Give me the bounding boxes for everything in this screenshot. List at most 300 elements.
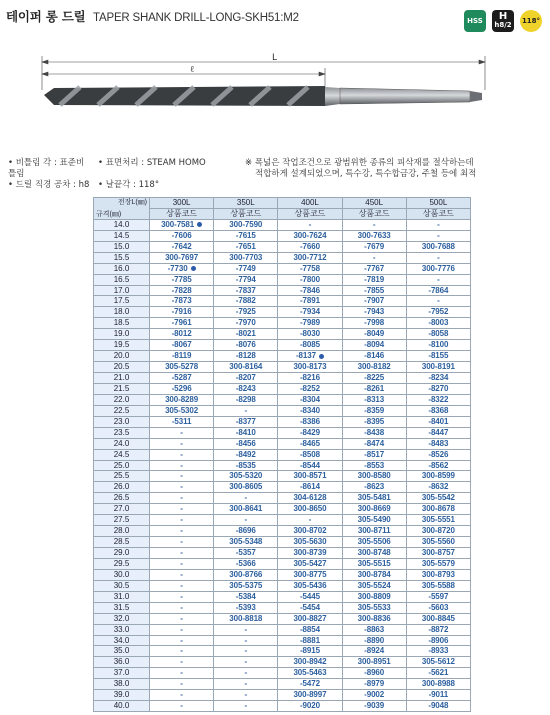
product-code-text: -8906 (428, 635, 449, 645)
product-code-table (93, 197, 471, 712)
table-row (94, 394, 471, 405)
product-code-text: 300-8757 (421, 548, 455, 557)
product-code-cell (278, 219, 342, 230)
product-code-text: -8137 (295, 351, 316, 361)
table-row (94, 635, 471, 646)
product-code-cell (150, 613, 214, 624)
product-code-text: 305-5533 (357, 602, 391, 612)
product-code-text: - (372, 219, 376, 229)
product-code-text: 304-6128 (293, 493, 327, 503)
product-code-text: -7989 (299, 318, 320, 328)
product-code-cell (278, 537, 342, 548)
product-code-cell (214, 230, 278, 241)
table-row (94, 679, 471, 690)
product-code-text: -7679 (364, 241, 385, 251)
product-code-cell (150, 591, 214, 602)
product-code-cell (214, 405, 278, 416)
product-code-cell (406, 296, 470, 307)
product-code-cell (278, 394, 342, 405)
product-code-text: 300-8836 (357, 613, 391, 623)
product-code-cell (214, 548, 278, 559)
product-code-cell (150, 296, 214, 307)
product-code-cell (278, 427, 342, 438)
table-row (94, 591, 471, 602)
product-code-text: 305-5524 (357, 580, 391, 590)
product-code-cell (278, 362, 342, 373)
table-row (94, 613, 471, 624)
product-code-cell (406, 307, 470, 318)
product-code-cell (278, 679, 342, 690)
product-code-text: -8614 (299, 482, 320, 492)
product-code-cell (214, 668, 278, 679)
product-code-cell (214, 274, 278, 285)
table-row (94, 340, 471, 351)
product-code-cell (278, 635, 342, 646)
product-code-text: -8207 (235, 373, 256, 382)
product-code-cell (214, 624, 278, 635)
drill-size-cell: 16.0 (94, 263, 150, 274)
product-code-text: 300-8809 (357, 591, 391, 601)
product-code-cell (342, 526, 406, 537)
product-code-text: 300-8748 (357, 548, 391, 557)
product-code-cell (278, 701, 342, 712)
product-code-cell (278, 624, 342, 635)
product-code-cell (278, 296, 342, 307)
spec-twist-angle: • 비틀림 각 : 표준비틀림 (8, 158, 85, 179)
product-code-text: 305-5375 (229, 580, 263, 590)
product-code-cell (278, 438, 342, 449)
product-code-cell (214, 526, 278, 537)
product-code-text: -7767 (364, 263, 385, 273)
product-code-cell (278, 548, 342, 559)
table-row (94, 318, 471, 329)
product-code-cell (214, 318, 278, 329)
product-code-text: -8252 (299, 383, 320, 393)
product-code-cell (342, 504, 406, 515)
table-row (94, 252, 471, 263)
product-code-text: 300-8988 (421, 679, 455, 689)
product-code-text: 300-8164 (229, 362, 263, 372)
product-code-cell (278, 504, 342, 515)
product-code-text: -7730 (167, 263, 188, 273)
product-code-cell (150, 515, 214, 526)
usage-note (245, 158, 495, 180)
product-code-cell (406, 340, 470, 351)
product-code-cell (278, 318, 342, 329)
product-code-text: 300-7581 (161, 219, 195, 229)
product-code-text: - (437, 296, 440, 306)
drill-size-cell: 29.5 (94, 558, 150, 569)
product-code-cell (214, 613, 278, 624)
product-code-cell (342, 362, 406, 373)
tolerance-badge-letter: H (498, 11, 508, 22)
product-code-cell (150, 318, 214, 329)
product-code-text: -9011 (428, 690, 449, 700)
drill-size-cell: 31.5 (94, 602, 150, 613)
product-code-cell (150, 351, 214, 362)
product-code-cell (214, 241, 278, 252)
product-code-text: 300-7624 (293, 230, 327, 240)
product-code-text: -5445 (299, 591, 320, 601)
drill-size-cell: 19.5 (94, 340, 150, 351)
title-english: TAPER SHANK DRILL-LONG-SKH51:M2 (93, 12, 299, 24)
product-code-text: 300-8173 (293, 362, 327, 372)
product-code-text: -8049 (364, 329, 385, 339)
product-code-text: 305-5579 (421, 558, 455, 568)
drill-size-cell: 22.5 (94, 405, 150, 416)
product-code-text: 300-8784 (357, 569, 391, 579)
point-angle-badge-icon: 118° (520, 10, 542, 32)
table-row (94, 602, 471, 613)
product-code-cell (406, 558, 470, 569)
product-code-text: -7800 (299, 274, 320, 284)
spec-diameter-tolerance: • 드릴 직경 공차 : h8 (8, 180, 90, 190)
product-code-cell (278, 383, 342, 394)
product-code-cell (406, 460, 470, 471)
product-code-cell (278, 252, 342, 263)
drill-size-cell: 31.0 (94, 591, 150, 602)
table-row (94, 515, 471, 526)
product-code-cell (342, 602, 406, 613)
product-code-text: -8322 (428, 394, 449, 404)
product-code-cell (214, 427, 278, 438)
product-code-text: -8146 (364, 351, 385, 361)
product-code-text: 300-8650 (293, 504, 327, 514)
product-code-text: -8313 (364, 394, 385, 404)
product-code-text: -7819 (364, 274, 385, 284)
product-code-text: -5603 (428, 602, 449, 612)
product-code-text: - (180, 613, 183, 623)
product-code-text: -9039 (364, 701, 385, 711)
product-code-cell (342, 274, 406, 285)
product-code-text: - (244, 657, 248, 667)
product-code-text: -8377 (235, 416, 256, 426)
product-code-text: -9048 (428, 701, 449, 711)
product-code-cell (406, 394, 470, 405)
product-code-cell (406, 569, 470, 580)
product-code-cell (342, 569, 406, 580)
product-code-cell (278, 569, 342, 580)
product-code-cell (214, 394, 278, 405)
product-code-text: -5357 (235, 548, 256, 557)
stock-dot-icon (191, 266, 196, 271)
product-code-cell (150, 416, 214, 427)
product-code-text: 300-7697 (165, 252, 199, 262)
product-code-text: -8100 (428, 340, 449, 350)
product-code-text: -5366 (235, 558, 256, 568)
product-code-cell (342, 635, 406, 646)
product-code-text: -8492 (235, 449, 256, 459)
product-code-cell (406, 219, 470, 230)
spec-list (8, 158, 206, 191)
product-code-text: -7907 (364, 296, 385, 306)
product-code-cell (214, 580, 278, 591)
table-row (94, 427, 471, 438)
product-code-cell (406, 591, 470, 602)
product-code-text: -8395 (364, 416, 385, 426)
table-row (94, 219, 471, 230)
product-code-cell (278, 580, 342, 591)
product-code-cell (342, 318, 406, 329)
product-code-text: - (437, 219, 440, 229)
product-code-cell (150, 373, 214, 384)
drill-size-cell: 16.5 (94, 274, 150, 285)
product-code-text: - (308, 219, 312, 229)
product-code-cell (150, 449, 214, 460)
product-code-text: - (180, 526, 183, 536)
product-code-text: -7891 (299, 296, 320, 306)
table-row (94, 438, 471, 449)
table-row (94, 624, 471, 635)
product-code-text: - (180, 482, 183, 492)
product-code-text: -5621 (428, 668, 449, 678)
product-code-cell (278, 646, 342, 657)
product-code-text: 300-7590 (229, 219, 263, 229)
product-code-text: 300-7712 (293, 252, 327, 262)
product-code-cell (214, 602, 278, 613)
product-code-cell (150, 526, 214, 537)
table-row (94, 230, 471, 241)
product-code-text: -8298 (235, 394, 256, 404)
product-code-cell (406, 526, 470, 537)
product-code-text: -8340 (299, 405, 320, 415)
drill-size-cell: 25.0 (94, 460, 150, 471)
table-row (94, 460, 471, 471)
product-code-cell (214, 329, 278, 340)
product-code-cell (214, 449, 278, 460)
drill-size-cell: 35.0 (94, 646, 150, 657)
table-row (94, 362, 471, 373)
product-code-cell (214, 646, 278, 657)
product-code-cell (342, 394, 406, 405)
product-code-text: 300-8605 (229, 482, 263, 492)
product-code-cell (342, 471, 406, 482)
product-code-text: -7615 (235, 230, 256, 240)
product-code-text: - (244, 493, 248, 503)
product-code-text: -8216 (299, 373, 320, 382)
product-code-cell (406, 701, 470, 712)
product-code-text: -8304 (299, 394, 320, 404)
product-code-cell (342, 241, 406, 252)
drill-size-cell: 18.0 (94, 307, 150, 318)
product-code-cell (150, 558, 214, 569)
product-code-text: 300-7703 (229, 252, 263, 262)
product-code-text: -8012 (171, 329, 192, 339)
product-code-cell (406, 690, 470, 701)
product-code-cell (342, 537, 406, 548)
drill-size-cell: 22.0 (94, 394, 150, 405)
product-code-text: 300-8951 (357, 657, 391, 667)
product-code-text: -7660 (299, 241, 320, 251)
product-code-text: 305-5551 (421, 515, 455, 525)
product-code-text: - (180, 504, 183, 514)
product-code-text: -8960 (364, 668, 385, 678)
product-code-text: 300-8793 (421, 569, 455, 579)
product-code-cell (406, 416, 470, 427)
length-header: 350L (214, 198, 278, 209)
product-code-cell (406, 657, 470, 668)
product-code-cell (342, 263, 406, 274)
product-code-cell (150, 438, 214, 449)
product-code-subheader: 상품코드 (342, 208, 406, 219)
product-code-text: 305-5278 (165, 362, 199, 372)
product-code-cell (342, 219, 406, 230)
product-code-text: 305-5515 (357, 558, 391, 568)
product-code-cell (150, 690, 214, 701)
product-code-text: 305-5506 (357, 537, 391, 547)
table-row (94, 471, 471, 482)
product-code-cell (406, 274, 470, 285)
product-code-text: 305-5542 (421, 493, 455, 503)
product-code-cell (150, 657, 214, 668)
product-code-text: - (180, 679, 183, 689)
product-code-text: -8544 (299, 460, 320, 470)
product-code-text: 305-5463 (293, 668, 327, 678)
product-code-cell (406, 449, 470, 460)
product-code-text: -8553 (364, 460, 385, 470)
table-row (94, 351, 471, 362)
product-code-text: -7998 (364, 318, 385, 328)
product-code-cell (278, 416, 342, 427)
product-code-text: -8058 (428, 329, 449, 339)
product-code-text: -8225 (364, 373, 385, 382)
product-code-text: -8128 (235, 351, 256, 361)
product-code-cell (150, 493, 214, 504)
product-code-text: 300-7776 (421, 263, 455, 273)
product-code-cell (150, 504, 214, 515)
product-code-cell (342, 373, 406, 384)
product-code-cell (150, 263, 214, 274)
product-code-text: - (180, 515, 183, 525)
product-code-cell (342, 460, 406, 471)
product-code-cell (214, 701, 278, 712)
product-code-text: -8243 (235, 383, 256, 393)
table-row (94, 405, 471, 416)
product-code-cell (342, 515, 406, 526)
product-code-cell (342, 329, 406, 340)
table-row (94, 383, 471, 394)
product-code-text: - (180, 569, 183, 579)
product-code-cell (406, 613, 470, 624)
product-code-cell (214, 383, 278, 394)
product-code-cell (150, 580, 214, 591)
product-code-text: -7916 (171, 307, 192, 317)
drill-size-cell: 23.5 (94, 427, 150, 438)
drill-size-cell: 24.5 (94, 449, 150, 460)
product-code-cell (150, 427, 214, 438)
length-label-ell: ℓ (190, 65, 195, 75)
product-code-cell (406, 405, 470, 416)
product-code-cell (342, 548, 406, 559)
product-code-cell (406, 362, 470, 373)
product-code-text: -8535 (235, 460, 256, 470)
product-code-text: -8359 (364, 405, 385, 415)
product-code-text: -8483 (428, 438, 449, 448)
product-code-text: -8030 (299, 329, 320, 339)
product-code-cell (214, 373, 278, 384)
length-header: 300L (150, 198, 214, 209)
product-code-cell (278, 307, 342, 318)
product-code-text: -8526 (428, 449, 449, 459)
product-code-text: -7828 (171, 285, 192, 295)
drill-size-cell: 27.0 (94, 504, 150, 515)
drill-size-cell: 39.0 (94, 690, 150, 701)
product-code-text: -8368 (428, 405, 449, 415)
product-code-text: - (437, 252, 440, 262)
drill-size-cell: 14.5 (94, 230, 150, 241)
product-code-text: 300-8739 (293, 548, 327, 557)
product-code-cell (342, 449, 406, 460)
product-code-text: 300-8599 (421, 471, 455, 481)
size-axis-label: 규격(㎜) (96, 210, 122, 218)
drill-size-cell: 20.5 (94, 362, 150, 373)
table-row (94, 449, 471, 460)
product-code-text: -8881 (299, 635, 320, 645)
drill-size-cell: 28.0 (94, 526, 150, 537)
product-code-cell (278, 493, 342, 504)
drill-size-cell: 40.0 (94, 701, 150, 712)
product-code-text: 300-8942 (293, 657, 327, 667)
product-code-cell (150, 230, 214, 241)
product-code-cell (278, 230, 342, 241)
product-code-text: 305-5490 (357, 515, 391, 525)
product-code-text: -7952 (428, 307, 449, 317)
product-code-subheader: 상품코드 (150, 208, 214, 219)
product-code-text: 305-5320 (229, 471, 263, 481)
product-code-text: - (180, 460, 183, 470)
product-code-cell (214, 351, 278, 362)
product-code-text: - (180, 558, 183, 568)
product-code-text: -8447 (428, 427, 449, 437)
product-code-text: -8021 (235, 329, 256, 339)
product-code-text: -8933 (428, 646, 449, 656)
table-row (94, 416, 471, 427)
length-header: 500L (406, 198, 470, 209)
product-code-cell (342, 690, 406, 701)
product-code-text: 300-8289 (165, 394, 199, 404)
product-code-cell (150, 329, 214, 340)
product-code-cell (150, 569, 214, 580)
table-row (94, 307, 471, 318)
product-code-cell (150, 460, 214, 471)
product-code-text: 300-8702 (293, 526, 327, 536)
product-code-text: -8270 (428, 383, 449, 393)
product-code-cell (406, 482, 470, 493)
product-code-text: -8401 (428, 416, 449, 426)
product-code-text: 300-8678 (421, 504, 455, 514)
product-code-cell (278, 515, 342, 526)
product-code-text: -7855 (364, 285, 385, 295)
product-code-cell (150, 635, 214, 646)
product-code-text: 300-7688 (421, 241, 455, 251)
product-code-cell (150, 274, 214, 285)
product-code-text: -8094 (364, 340, 385, 350)
spec-surface: • 표면처리 : STEAM HOMO (98, 158, 206, 168)
product-code-cell (342, 405, 406, 416)
drill-size-cell: 15.5 (94, 252, 150, 263)
product-code-cell (406, 646, 470, 657)
product-code-text: - (180, 449, 183, 459)
product-code-text: -8474 (364, 438, 385, 448)
drill-size-cell: 34.0 (94, 635, 150, 646)
product-code-text: -8261 (364, 383, 385, 393)
product-code-cell (150, 383, 214, 394)
product-code-text: -7794 (235, 274, 256, 284)
table-row (94, 537, 471, 548)
product-code-cell (150, 285, 214, 296)
table-row (94, 274, 471, 285)
product-code-text: -8854 (299, 624, 320, 634)
